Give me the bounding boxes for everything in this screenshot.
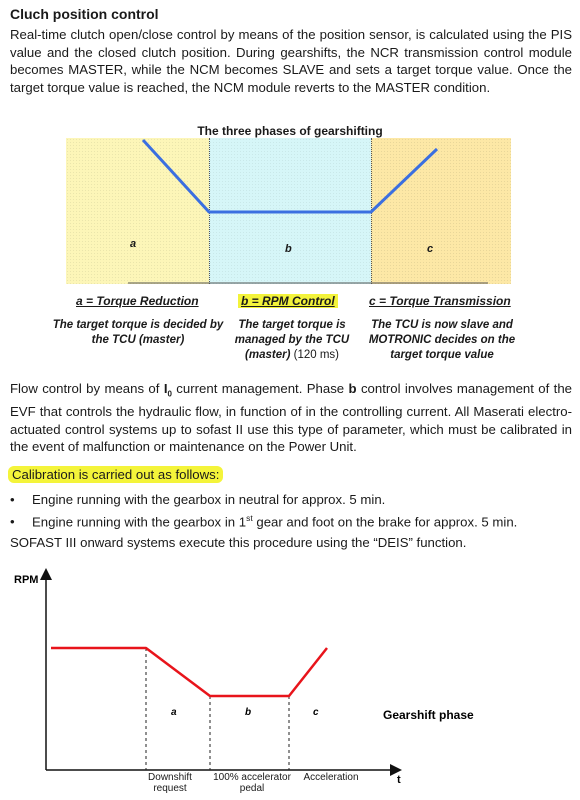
intro-paragraph: Real-time clutch open/close control by means of the position sensor, is calculated using the PIS value and the closed clutch position. During gearshifts, the NCR transmission control module becomes MASTER, while the NCM becomes SLAVE and sets a target torque value. Once the target torque value is reached, the NCM module reverts to the MASTER condition.: [10, 27, 572, 95]
phase-c-heading: c = Torque Transmission: [369, 294, 511, 308]
phase-c-description: The TCU is now slave and MOTRONIC decides on the target torque value: [368, 319, 516, 361]
t-axis-label: t: [397, 774, 401, 786]
zone-c-letter: c: [427, 243, 434, 255]
calibration-highlight: Calibration is carried out as follows:: [8, 466, 223, 483]
rpm-axis-label: RPM: [14, 574, 39, 586]
list-item: • Engine running with the gearbox in neutral for approx. 5 min.: [10, 492, 386, 507]
diagram-title: The three phases of gearshifting: [197, 124, 383, 138]
zone-a-label: a: [171, 707, 177, 718]
list-item: • Engine running with the gearbox in 1st gear and foot on the brake for approx. 5 min.: [10, 513, 518, 530]
event-label-downshift: Downshift request: [148, 772, 192, 794]
zone-b-letter: b: [285, 243, 292, 255]
sofast-paragraph: SOFAST III onward systems execute this procedure using the “DEIS” function.: [10, 535, 467, 550]
flow-control-paragraph: Flow control by means of $I_0$ current management. Phase b control involves management of the EVF that controls the hydraulic flow, in function of in the controlling current. All Maserati electro-actuated control systems up to sofast II use this type of parameter, which must be calibrated in the event of malfunction or maintenance on the Power Unit.: [10, 381, 572, 455]
phase-a-heading: a = Torque Reduction: [76, 294, 199, 308]
section-heading: Cluch position control: [10, 6, 159, 22]
gearshift-phase-label: Gearshift phase: [383, 708, 474, 722]
phase-a-description: The target torque is decided by the TCU (master): [52, 319, 224, 346]
zone-b-label: b: [245, 707, 252, 718]
rpm-line: [51, 648, 327, 696]
zone-a-letter: a: [130, 238, 137, 250]
phase-b-heading: b = RPM Control: [238, 294, 338, 308]
phase-b-description: The target torque is managed by the TCU (master) (120 ms): [234, 319, 350, 361]
event-label-acceleration: Acceleration: [303, 772, 359, 783]
event-label-accelerator: 100% accelerator pedal: [213, 772, 291, 794]
zone-c-label: c: [313, 707, 319, 718]
